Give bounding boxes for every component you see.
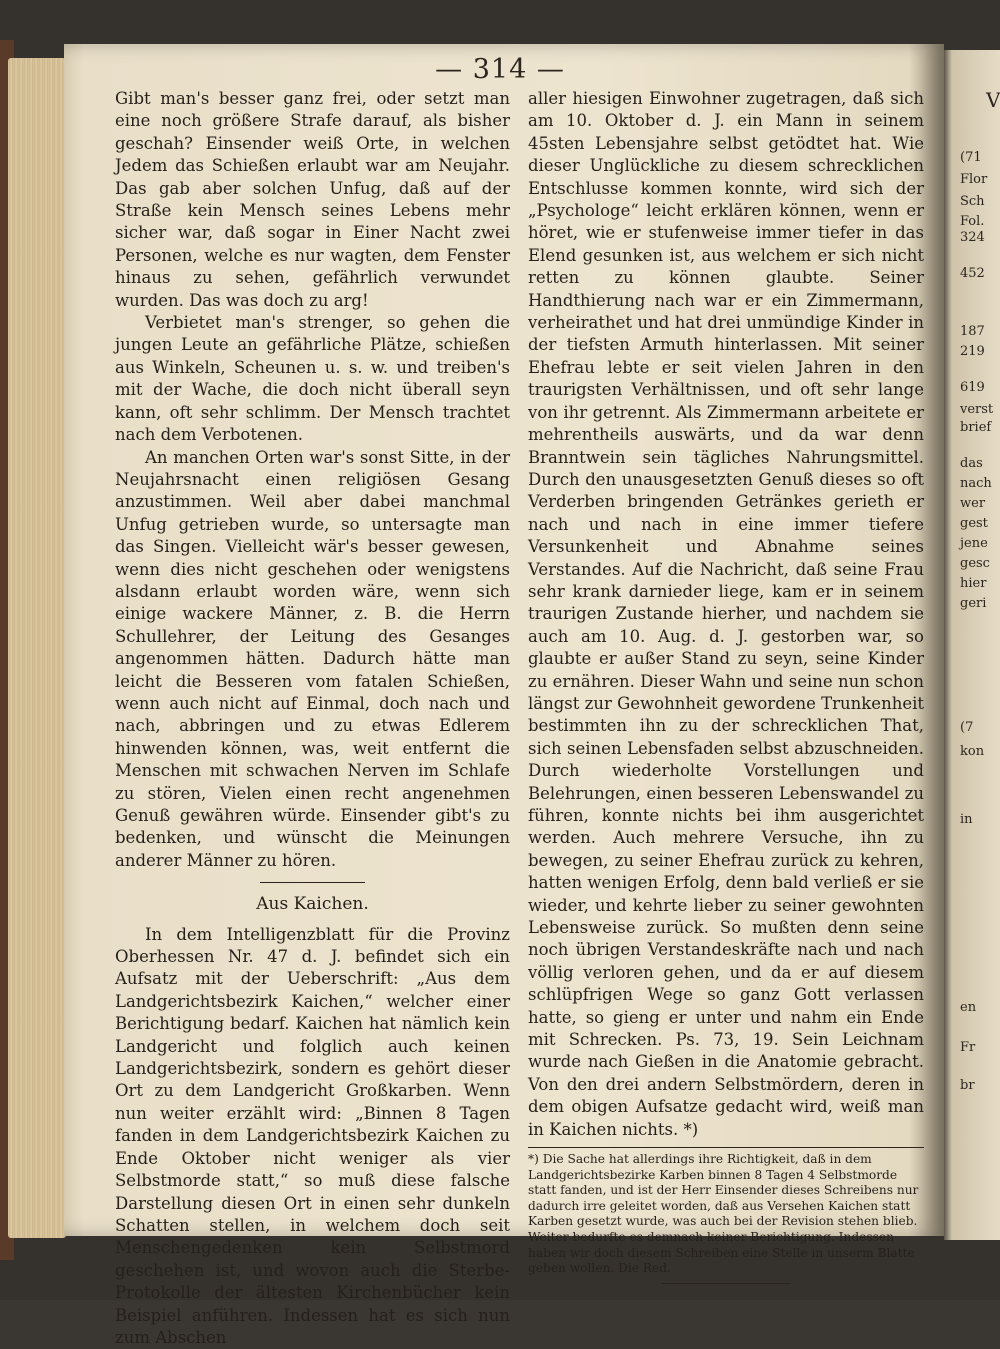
facing-page-fragment: wer xyxy=(960,496,986,511)
facing-page-fragment: Fr xyxy=(960,1040,976,1055)
paragraph: An manchen Orten war's sonst Sitte, in der Neujahrsnacht einen religiösen Gesang anzustimmen. Weil aber dabei manchmal Unfug getrieben wurde, so untersagte man das Singen. Vielleicht wär's besser gewesen, wenn dies nicht geschehen oder wenigstens alsdann erlaubt worden wäre, wenn sich einige wackere Männer, z. B. die Herrn Schullehrer, der Leitung des Gesanges angenommen hätten. Dadurch hätte man leicht die Besseren vom fatalen Schießen, wenn auch nicht auf Einmal, doch nach und nach, abbringen und zu etwas Edlerem hinwenden können, was, weit entfernt die Menschen mit schwachen Nerven im Schlafe zu stören, Vielen einen recht angenehmen Genuß gewähren würde. Einsender gibt's zu bedenken, und wünscht die Meinungen anderer Männer zu hören. xyxy=(115,447,510,870)
footnote: *) Die Sache hat allerdings ihre Richtigkeit, daß in dem Landgerichtsbezirke Karben binnen 8 Tagen 4 Selbstmorde statt fanden, und ist der Herr Einsender dieses Schreibens nur dadurch irre geleitet worden, daß aus Versehen Kaichen statt Karben gesetzt wurde, was auch bei der Revision stehen blieb. Weiter bedurfte es demnach keiner Berichtigung. Indessen haben wir doch diesem Schreiben eine Stelle in unserm Blatte geben wollen. Die Red. xyxy=(528,1147,924,1277)
paragraph: In dem Intelligenzblatt für die Provinz Oberhessen Nr. 47 d. J. befindet sich ein Aufsatz mit der Ueberschrift: „Aus dem Landgerichtsbezirk Kaichen,“ welcher einer Berichtigung bedarf. Kaichen hat nämlich kein Landgericht und folglich auch keinen Landgerichtsbezirk, sondern es gehört dieser Ort zu dem Landgericht Großkarben. Wenn nun weiter erzählt wird: „Binnen 8 Tagen fanden in dem Landgerichtsbezirk Kaichen zu Ende Oktober nicht weniger als vier Selbstmorde statt,“ so muß diese falsche Darstellung diesen Ort in einen sehr dunkeln Schatten stellen, in welchem doch seit Menschengedenken kein Selbstmord geschehen ist, und wovon auch die Sterbe-Protokolle der ältesten Kirchenbücher kein Beispiel anführen. Indessen hat es sich nun zum Abschen xyxy=(115,924,510,1347)
paragraph: aller hiesigen Einwohner zugetragen, daß sich am 10. Oktober d. J. ein Mann in seinem 45sten Lebensjahre selbst getödtet hat. Wie dieser Unglückliche zu diesem schrecklichen Entschlusse kommen konnte, wird sich der „Psychologe“ leicht erklären können, wenn er höret, wie er stufenweise immer tiefer in das Elend gesunken ist, aus welchem er sich nicht retten zu können glaubte. Seiner Handthierung nach war er ein Zimmermann, verheirathet und hat drei unmündige Kinder in der tiefsten Armuth hinterlassen. Mit seiner Ehefrau lebte er seit vielen Jahren in den traurigsten Verhältnissen, und oft sehr lange von ihr getrennt. Als Zimmermann arbeitete er mehrentheils auswärts, und da war denn Branntwein sein tägliches Nahrungsmittel. Durch den unausgesetzten Genuß dieses so oft Verderben bringenden Getränkes gerieth er nach und nach in eine immer tiefere Versunkenheit und Abnahme seines Verstandes. Auf die Nachricht, daß seine Frau sehr krank darnieder liege, kam er in seinem traurigen Zustande hierher, und nachdem sie auch am 10. Aug. d. J. gestorben war, so glaubte er außer Stand zu seyn, seine Kinder zu ernähren. Dieser Wahn und seine nun schon längst zur Gewohnheit gewordene Trunkenheit bestimmten ihn zu der schrecklichen That, sich seinen Lebensfaden selbst abzuschneiden. Durch wiederholte Vorstellungen und Belehrungen, einen besseren Lebenswandel zu führen, konnte nichts bei ihm ausgerichtet werden. Auch mehrere Versuche, ihn zu bewegen, zu seiner Ehefrau zurück zu kehren, hatten wenigen Erfolg, denn bald verließ er sie wieder, und kehrte lieber zu seiner gewohnten Lebensweise zurück. So mußten denn seine noch übrigen Verstandeskräfte nach und nach völlig verloren gehen, und da er auf diesem schlüpfrigen Wege so ganz Gott verlassen hatte, so gieng er unter und nahm ein Ende mit Schrecken. Ps. 73, 19. Sein Leichnam wurde nach Gießen in die Anatomie gebracht. Von den drei andern Selbstmördern, deren in dem obigen Aufsatze gedacht wird, weiß man in Kaichen nichts. *) xyxy=(528,89,924,1139)
facing-page-fragment: en xyxy=(960,1000,977,1015)
paragraph: Gibt man's besser ganz frei, oder setzt man eine noch größere Strafe darauf, als bisher geschah? Einsender weiß Orte, in welchen Jedem das Schießen erlaubt war am Neujahr. Das gab aber solchen Unfug, daß auf der Straße kein Mensch seines Lebens mehr sicher war, daß sogar in Einer Nacht zwei Personen, welche es nur wagten, dem Fenster hinaus zu sehen, gefährlich verwundet wurden. Das was doch zu arg! xyxy=(115,89,510,310)
facing-page-fragment: gest xyxy=(960,516,988,531)
footnote-end-rule xyxy=(661,1283,791,1284)
page-number: — 314 — xyxy=(435,54,565,85)
facing-page-fragment: verst xyxy=(960,402,994,417)
paragraph: Verbietet man's strenger, so gehen die jungen Leute an gefährliche Plätze, schießen aus Winkeln, Scheunen u. s. w. und treiben's mit der Wache, die doch nicht überall seyn kann, oft sehr schlimm. Der Mensch trachtet nach dem Verbotenen. xyxy=(115,313,510,445)
facing-page-fragment: 452 xyxy=(960,266,985,281)
facing-page-fragment: 187 xyxy=(960,324,985,339)
right-column xyxy=(528,88,924,1284)
facing-page-heading-fragment: V xyxy=(986,88,1000,112)
facing-page-fragment: (71 xyxy=(960,150,982,165)
facing-page-fragment: das xyxy=(960,456,983,471)
section-divider xyxy=(260,882,365,883)
section-title: Aus Kaichen. xyxy=(256,894,369,915)
facing-page-fragment: Flor xyxy=(960,172,988,187)
facing-page-fragment: Fol. xyxy=(960,214,985,229)
facing-page-fragment: 619 xyxy=(960,380,985,395)
facing-page-fragment: br xyxy=(960,1078,975,1093)
facing-page-fragment: gesc xyxy=(960,556,990,571)
facing-page-fragment: 219 xyxy=(960,344,985,359)
facing-page-fragment: in xyxy=(960,812,973,827)
facing-page-fragment: geri xyxy=(960,596,987,611)
facing-page-fragment: (7 xyxy=(960,720,974,735)
facing-page-fragment: 324 xyxy=(960,230,985,245)
facing-page-fragment: Sch xyxy=(960,194,985,209)
left-column xyxy=(115,88,510,1349)
facing-page-fragment: jene xyxy=(960,536,988,551)
facing-page-fragment: brief xyxy=(960,420,992,435)
facing-page-fragment: nach xyxy=(960,476,992,491)
page-edges xyxy=(8,58,66,1238)
facing-page-fragment: kon xyxy=(960,744,985,759)
facing-page-fragment: hier xyxy=(960,576,987,591)
